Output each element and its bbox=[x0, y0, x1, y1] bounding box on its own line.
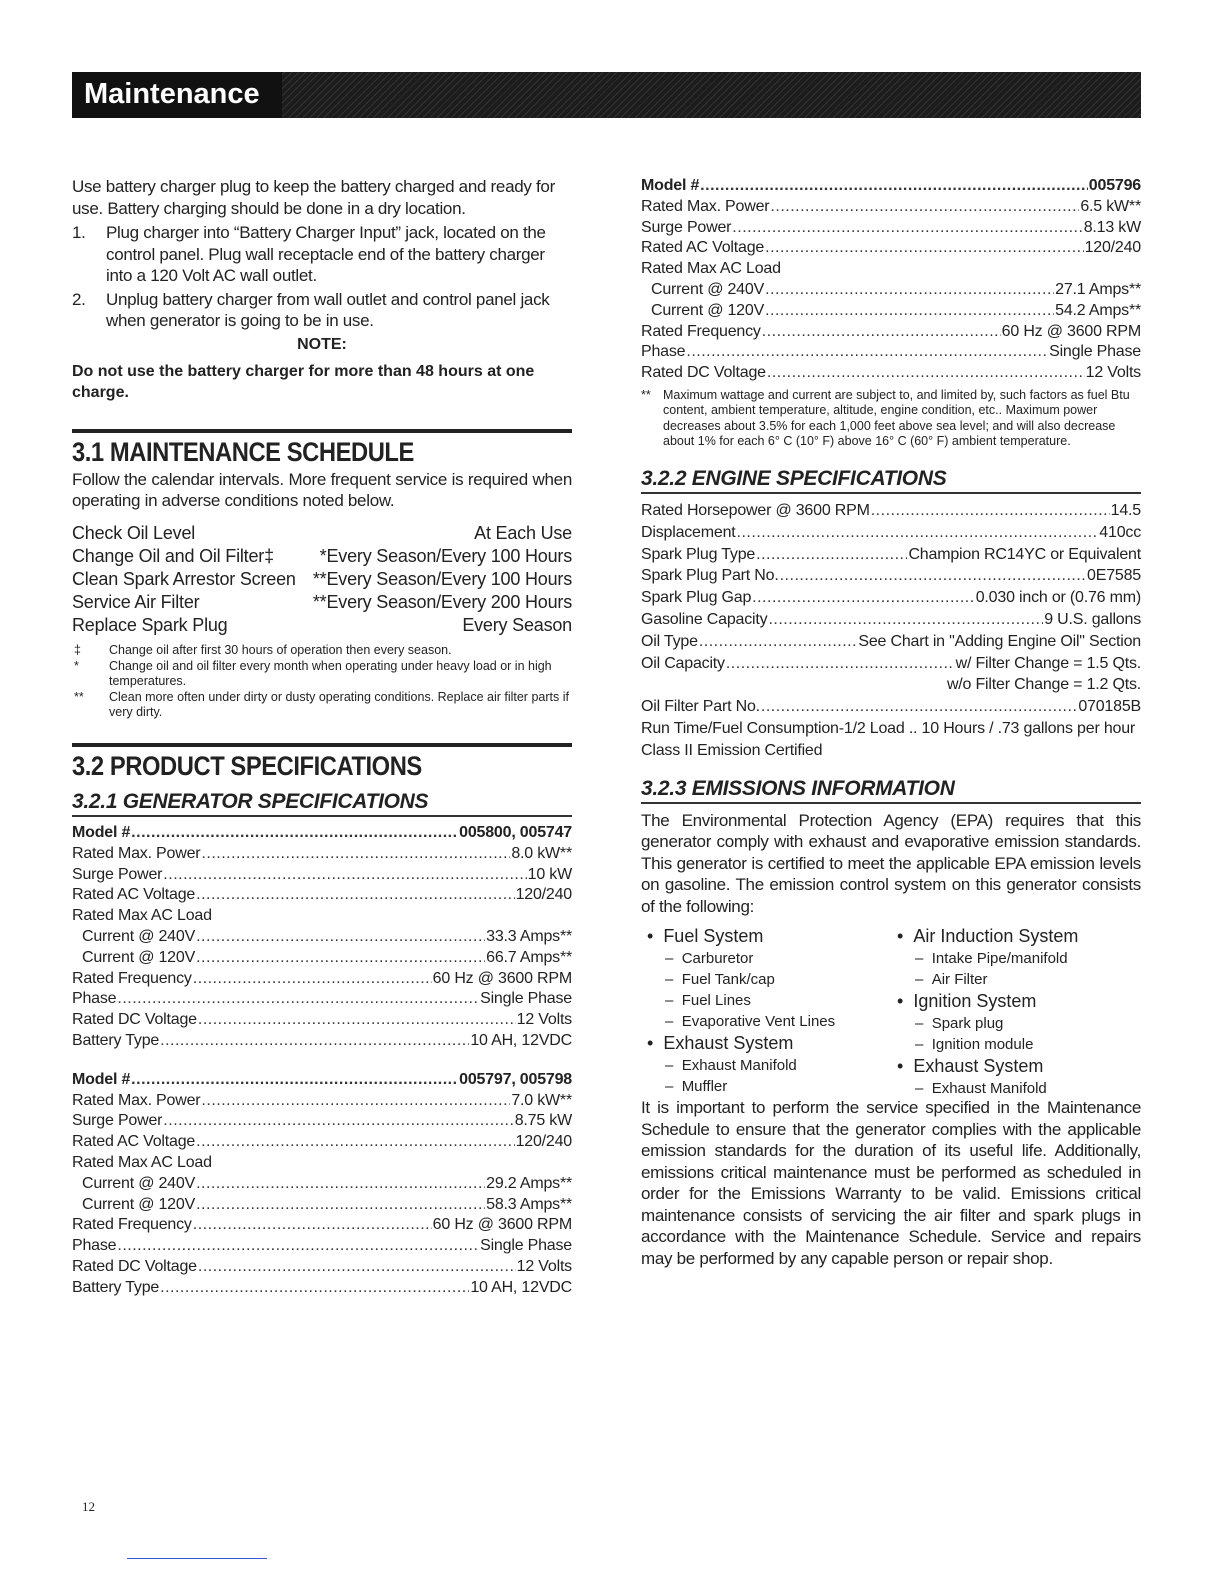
spec-row bbox=[72, 865, 572, 886]
spec-row bbox=[641, 280, 1141, 301]
spec-label: Rated Frequency bbox=[72, 1216, 192, 1234]
spec-value: 14.5 bbox=[1110, 501, 1141, 519]
schedule-footnote bbox=[72, 643, 572, 658]
bullet-icon: • bbox=[897, 1056, 914, 1077]
leader-dots bbox=[770, 197, 1079, 218]
spec-row bbox=[641, 218, 1141, 239]
leader-dots bbox=[756, 544, 907, 566]
footnote-mark: ** bbox=[74, 690, 84, 704]
item-label: Air Induction System bbox=[913, 926, 1079, 947]
banner-title: Maintenance bbox=[84, 78, 260, 110]
generator-specs-heading: 3.2.1 GENERATOR SPECIFICATIONS bbox=[72, 789, 572, 817]
emissions-intro: The Environmental Protection Agency (EPA) requires that this generator comply with exhaust and evaporative emission standards. This generator is certified to meet the applicable EPA emission levels on gasoline. The emission control system on this generator consists of the following: bbox=[641, 810, 1141, 916]
leader-dots bbox=[768, 609, 1043, 631]
spec-label: Current @ 240V bbox=[651, 280, 765, 298]
schedule-interval: Every Season bbox=[462, 614, 572, 635]
power-footnote bbox=[641, 388, 1141, 450]
item-label: Spark plug bbox=[931, 1015, 1004, 1033]
schedule-intro: Follow the calendar intervals. More frequent service is required when operating in adverse conditions noted below. bbox=[72, 469, 572, 510]
section-divider bbox=[72, 429, 572, 433]
schedule-interval: **Every Season/Every 200 Hours bbox=[312, 591, 572, 612]
spec-label: Gasoline Capacity bbox=[641, 610, 768, 628]
item-label: Fuel Lines bbox=[681, 992, 751, 1010]
item-label: Muffler bbox=[681, 1078, 728, 1096]
spec-row bbox=[72, 927, 572, 948]
spec-row bbox=[641, 197, 1141, 218]
component-item bbox=[641, 1011, 891, 1032]
spec-row bbox=[72, 1215, 572, 1236]
leader-dots bbox=[163, 1111, 513, 1132]
spec-row bbox=[641, 322, 1141, 343]
item-label: Exhaust Manifold bbox=[931, 1080, 1047, 1098]
spec-label: Rated DC Voltage bbox=[641, 364, 766, 382]
leader-dots bbox=[160, 1031, 469, 1052]
schedule-task: Clean Spark Arrestor Screen bbox=[72, 568, 296, 589]
step-2-text: Unplug battery charger from wall outlet and control panel jack when generator is going to be in use. bbox=[106, 289, 550, 330]
system-item bbox=[641, 1032, 891, 1055]
runtime-info: Run Time/Fuel Consumption-1/2 Load .. 10 Hours / .73 gallons per hour bbox=[641, 719, 1136, 737]
dash-icon: – bbox=[665, 971, 682, 989]
dash-icon: – bbox=[915, 1015, 932, 1033]
schedule-row bbox=[72, 522, 572, 545]
engine-specs-list bbox=[641, 500, 1141, 762]
model-block-1 bbox=[72, 823, 572, 1052]
spec-label: Current @ 120V bbox=[82, 948, 196, 966]
component-item bbox=[641, 969, 891, 990]
spec-value: 8.0 kW** bbox=[511, 844, 572, 862]
component-item bbox=[641, 1055, 891, 1076]
spec-value: 60 Hz @ 3600 RPM bbox=[432, 1216, 572, 1234]
spec-row bbox=[641, 238, 1141, 259]
model-label: Model # bbox=[72, 824, 131, 841]
engine-specs-heading: 3.2.2 ENGINE SPECIFICATIONS bbox=[641, 466, 1141, 494]
spec-label: Surge Power bbox=[72, 1112, 163, 1130]
spec-row bbox=[72, 1278, 572, 1299]
spec-row bbox=[641, 696, 1141, 718]
spec-label: Current @ 120V bbox=[651, 301, 765, 319]
bullet-icon: • bbox=[897, 926, 914, 947]
step-1 bbox=[72, 222, 572, 287]
footnote-mark: ‡ bbox=[74, 642, 81, 657]
leader-dots bbox=[765, 280, 1054, 301]
system-item bbox=[891, 990, 1141, 1013]
spec-value: Single Phase bbox=[480, 990, 572, 1008]
dash-icon: – bbox=[665, 1057, 682, 1075]
spec-label: Oil Type bbox=[641, 632, 698, 650]
leader-dots bbox=[117, 989, 479, 1010]
spec-value: 070185B bbox=[1078, 698, 1141, 716]
right-column bbox=[641, 176, 1141, 1269]
spec-label: Rated Max. Power bbox=[72, 844, 201, 862]
item-label: Ignition System bbox=[913, 991, 1037, 1012]
model-value: 005800, 005747 bbox=[459, 824, 572, 841]
spec-value: 10 AH, 12VDC bbox=[470, 1031, 572, 1049]
leader-dots bbox=[201, 844, 510, 865]
spec-value: 54.2 Amps** bbox=[1055, 301, 1141, 319]
maintenance-schedule-heading: 3.1 MAINTENANCE SCHEDULE bbox=[72, 436, 414, 467]
spec-row bbox=[72, 1091, 572, 1112]
spec-label: Current @ 120V bbox=[82, 1195, 196, 1213]
schedule-task: Change Oil and Oil Filter‡ bbox=[72, 545, 274, 566]
model-label: Model # bbox=[641, 177, 700, 194]
spec-value: Champion RC14YC or Equivalent bbox=[908, 545, 1141, 563]
spec-value: 66.7 Amps** bbox=[486, 948, 572, 966]
schedule-footnote bbox=[72, 659, 572, 688]
component-item bbox=[641, 1076, 891, 1097]
spec-label: Surge Power bbox=[641, 218, 732, 236]
spec-row bbox=[72, 844, 572, 865]
leader-dots bbox=[196, 885, 514, 906]
product-specs-heading: 3.2 PRODUCT SPECIFICATIONS bbox=[72, 751, 422, 781]
spec-value: 12 Volts bbox=[516, 1011, 572, 1029]
schedule-row bbox=[72, 545, 572, 568]
spec-value: 60 Hz @ 3600 RPM bbox=[432, 969, 572, 987]
battery-intro: Use battery charger plug to keep the battery charged and ready for use. Battery charging should be done in a dry location. bbox=[72, 177, 555, 218]
footnote-text: Clean more often under dirty or dusty operating conditions. Replace air filter parts if very dirty. bbox=[109, 690, 569, 719]
spec-label: Displacement bbox=[641, 523, 736, 541]
dash-icon: – bbox=[915, 1080, 932, 1098]
emission-col-2 bbox=[891, 925, 1141, 1099]
step-2 bbox=[72, 289, 572, 332]
component-item bbox=[891, 1034, 1141, 1055]
item-label: Exhaust System bbox=[913, 1056, 1044, 1077]
system-item bbox=[891, 925, 1141, 948]
spec-row bbox=[72, 1132, 572, 1153]
item-label: Exhaust Manifold bbox=[681, 1057, 797, 1075]
item-label: Air Filter bbox=[931, 971, 988, 989]
spec-value: 60 Hz @ 3600 RPM bbox=[1001, 322, 1141, 340]
section-divider bbox=[72, 743, 572, 747]
schedule-interval: **Every Season/Every 100 Hours bbox=[312, 568, 572, 589]
spec-value: 120/240 bbox=[515, 1133, 572, 1151]
step-1-number: 1. bbox=[72, 223, 86, 242]
model-value: 005796 bbox=[1088, 177, 1141, 194]
footnote-text: Change oil and oil filter every month when operating under heavy load or in high temperatures. bbox=[109, 659, 552, 688]
system-item bbox=[891, 1055, 1141, 1078]
item-label: Fuel Tank/cap bbox=[681, 971, 775, 989]
spec-label: Surge Power bbox=[72, 865, 163, 883]
spec-label: Rated Frequency bbox=[641, 322, 761, 340]
spec-label: Rated AC Voltage bbox=[72, 886, 196, 904]
spec-value: w/ Filter Change = 1.5 Qts. bbox=[955, 654, 1141, 672]
leader-dots bbox=[196, 1174, 485, 1195]
spec-row bbox=[72, 1236, 572, 1257]
note-heading: NOTE: bbox=[297, 335, 347, 353]
leader-dots bbox=[767, 363, 1085, 384]
schedule-footnotes bbox=[72, 643, 572, 720]
spec-row bbox=[72, 1257, 572, 1278]
spec-row bbox=[72, 1195, 572, 1216]
leader-dots bbox=[761, 696, 1077, 718]
schedule-row bbox=[72, 614, 572, 637]
leader-dots bbox=[196, 948, 485, 969]
spec-row bbox=[641, 500, 1141, 522]
model-label: Model # bbox=[72, 1070, 131, 1088]
component-item bbox=[891, 948, 1141, 969]
spec-value: See Chart in "Adding Engine Oil" Section bbox=[858, 632, 1141, 650]
spec-row bbox=[641, 653, 1141, 675]
spec-value: 6.5 kW** bbox=[1080, 197, 1141, 215]
bullet-icon: • bbox=[647, 1033, 664, 1054]
dash-icon: – bbox=[915, 950, 932, 968]
leader-dots bbox=[198, 1257, 516, 1278]
schedule-interval: *Every Season/Every 100 Hours bbox=[319, 545, 572, 566]
leader-dots bbox=[193, 1215, 432, 1236]
dash-icon: – bbox=[665, 992, 682, 1010]
spec-row bbox=[72, 1111, 572, 1132]
spec-value: 8.13 kW bbox=[1083, 218, 1141, 236]
leader-dots bbox=[193, 969, 432, 990]
dash-icon: – bbox=[665, 1078, 682, 1096]
spec-row bbox=[641, 301, 1141, 322]
section-banner bbox=[72, 72, 1141, 118]
spec-value: 120/240 bbox=[515, 886, 572, 904]
spec-row bbox=[72, 1010, 572, 1031]
spec-label: Rated DC Voltage bbox=[72, 1257, 197, 1275]
page-number: 12 bbox=[82, 1499, 95, 1514]
leader-dots bbox=[752, 587, 975, 609]
spec-label: Rated Max. Power bbox=[72, 1091, 201, 1109]
component-item bbox=[891, 1078, 1141, 1099]
spec-row bbox=[641, 609, 1141, 631]
emissions-closing: It is important to perform the service specified in the Maintenance Schedule to ensure that the generator complies with the applicable emission standards for the duration of its useful life. Additionally, emissions critical maintenance must be performed as scheduled in order for the Emissions Warranty to be valid. Emissions critical maintenance consists of servicing the air filter and spark plugs in accordance with the Maintenance Schedule. Service and repairs may be performed by any capable person or repair shop. bbox=[641, 1098, 1141, 1268]
spec-value: 120/240 bbox=[1084, 239, 1141, 257]
schedule-task: Replace Spark Plug bbox=[72, 614, 228, 635]
spec-label: Rated Max AC Load bbox=[72, 907, 212, 925]
spec-label: Oil Filter Part No. bbox=[641, 698, 760, 716]
spec-label: Battery Type bbox=[72, 1278, 160, 1296]
item-label: Fuel System bbox=[663, 926, 764, 947]
bullet-icon: • bbox=[647, 926, 664, 947]
leader-dots bbox=[201, 1091, 510, 1112]
schedule-task: Check Oil Level bbox=[72, 522, 196, 543]
spec-value: 410cc bbox=[1099, 523, 1141, 541]
spec-label: Battery Type bbox=[72, 1031, 160, 1049]
spec-row bbox=[641, 342, 1141, 363]
spec-value: 33.3 Amps** bbox=[486, 927, 572, 945]
schedule-row bbox=[72, 568, 572, 591]
spec-row bbox=[72, 989, 572, 1010]
spec-label: Rated Max AC Load bbox=[72, 1153, 212, 1171]
spec-value: Single Phase bbox=[480, 1237, 572, 1255]
leader-dots bbox=[160, 1278, 469, 1299]
spec-value: 7.0 kW** bbox=[511, 1091, 572, 1109]
spec-label: Oil Capacity bbox=[641, 654, 725, 672]
spec-label: Phase bbox=[72, 1237, 117, 1255]
leader-dots bbox=[131, 1070, 458, 1091]
dash-icon: – bbox=[915, 971, 932, 989]
leader-dots bbox=[699, 631, 858, 653]
leader-dots bbox=[765, 301, 1054, 322]
spec-value: Single Phase bbox=[1049, 343, 1141, 361]
spec-value: 12 Volts bbox=[516, 1257, 572, 1275]
spec-row bbox=[72, 885, 572, 906]
leader-dots bbox=[871, 500, 1110, 522]
spec-label: Phase bbox=[641, 343, 686, 361]
emission-col-1 bbox=[641, 925, 891, 1099]
leader-dots bbox=[163, 865, 526, 886]
spec-value: 9 U.S. gallons bbox=[1044, 610, 1141, 628]
spec-label: Rated AC Voltage bbox=[641, 239, 765, 257]
component-item bbox=[641, 948, 891, 969]
spec-label: Spark Plug Gap bbox=[641, 589, 752, 607]
model-block-3 bbox=[641, 176, 1141, 384]
spec-value: 8.75 kW bbox=[514, 1112, 572, 1130]
leader-dots bbox=[196, 1195, 485, 1216]
spec-row bbox=[641, 565, 1141, 587]
spec-label: Spark Plug Type bbox=[641, 545, 756, 563]
footnote-text: Change oil after first 30 hours of operation then every season. bbox=[109, 642, 452, 657]
schedule-table bbox=[72, 522, 572, 637]
spec-label: Current @ 240V bbox=[82, 927, 196, 945]
leader-dots bbox=[196, 1132, 514, 1153]
step-2-number: 2. bbox=[72, 289, 86, 309]
component-item bbox=[891, 969, 1141, 990]
item-label: Ignition module bbox=[931, 1036, 1034, 1054]
spec-label: Spark Plug Part No. bbox=[641, 567, 779, 585]
oil-capacity-without-filter: w/o Filter Change = 1.2 Qts. bbox=[946, 676, 1141, 694]
spec-label: Rated Frequency bbox=[72, 969, 192, 987]
leader-dots bbox=[762, 322, 1001, 343]
battery-steps bbox=[72, 222, 572, 332]
schedule-row bbox=[72, 591, 572, 614]
spec-value: 27.1 Amps** bbox=[1055, 280, 1141, 298]
dash-icon: – bbox=[915, 1036, 932, 1054]
model-number-row bbox=[72, 823, 572, 844]
footer-rule bbox=[127, 1558, 267, 1559]
spec-row bbox=[72, 969, 572, 990]
spec-row bbox=[641, 544, 1141, 566]
note-body: Do not use the battery charger for more than 48 hours at one charge. bbox=[72, 362, 535, 401]
component-item bbox=[891, 1013, 1141, 1034]
model-value: 005797, 005798 bbox=[459, 1070, 572, 1088]
item-label: Carburetor bbox=[681, 950, 754, 968]
item-label: Intake Pipe/manifold bbox=[931, 950, 1068, 968]
power-footnote-mark: ** bbox=[641, 387, 651, 402]
spec-value: 58.3 Amps** bbox=[486, 1195, 572, 1213]
spec-row bbox=[641, 363, 1141, 384]
leader-dots bbox=[686, 342, 1048, 363]
spec-label: Rated Max. Power bbox=[641, 197, 770, 215]
emissions-heading: 3.2.3 EMISSIONS INFORMATION bbox=[641, 776, 1141, 804]
emission-components bbox=[641, 925, 1141, 1099]
leader-dots bbox=[726, 653, 955, 675]
model-number-row bbox=[641, 176, 1141, 197]
model-number-row bbox=[72, 1070, 572, 1091]
leader-dots bbox=[737, 522, 1099, 544]
step-1-text: Plug charger into “Battery Charger Input” jack, located on the control panel. Plug wall receptacle end of the battery charger into a 120 Volt AC wall outlet. bbox=[106, 223, 546, 285]
leader-dots bbox=[765, 238, 1083, 259]
leader-dots bbox=[198, 1010, 516, 1031]
spec-label: Rated Max AC Load bbox=[641, 260, 781, 278]
leader-dots bbox=[196, 927, 485, 948]
leader-dots bbox=[780, 565, 1086, 587]
bullet-icon: • bbox=[897, 991, 914, 1012]
spec-label: Rated DC Voltage bbox=[72, 1011, 197, 1029]
spec-label: Current @ 240V bbox=[82, 1174, 196, 1192]
left-column bbox=[72, 176, 572, 1299]
emission-class: Class II Emission Certified bbox=[641, 741, 823, 759]
model-block-2 bbox=[72, 1070, 572, 1299]
spec-row bbox=[72, 1174, 572, 1195]
schedule-task: Service Air Filter bbox=[72, 591, 200, 612]
spec-row bbox=[641, 631, 1141, 653]
footnote-mark: * bbox=[74, 659, 79, 673]
schedule-interval: At Each Use bbox=[474, 522, 572, 543]
item-label: Exhaust System bbox=[663, 1033, 794, 1054]
leader-dots bbox=[117, 1236, 479, 1257]
leader-dots bbox=[131, 823, 458, 844]
dash-icon: – bbox=[665, 950, 682, 968]
spec-value: 10 AH, 12VDC bbox=[470, 1278, 572, 1296]
spec-label: Rated AC Voltage bbox=[72, 1133, 196, 1151]
spec-row bbox=[641, 522, 1141, 544]
leader-dots bbox=[700, 176, 1088, 197]
item-label: Evaporative Vent Lines bbox=[681, 1013, 836, 1031]
system-item bbox=[641, 925, 891, 948]
spec-value: 10 kW bbox=[527, 865, 572, 883]
dash-icon: – bbox=[665, 1013, 682, 1031]
power-footnote-text: Maximum wattage and current are subject to, and limited by, such factors as fuel Btu content, ambient temperature, altitude, engine condition, etc.. Maximum power decreases about 3.5% for each 1,000 feet above sea level; and will also decrease about 1% for each 6° C (10° F) above 16° C (60° F) ambient temperature. bbox=[663, 387, 1130, 449]
spec-label: Phase bbox=[72, 990, 117, 1008]
spec-value: 0.030 inch or (0.76 mm) bbox=[975, 589, 1141, 607]
spec-row bbox=[641, 587, 1141, 609]
spec-value: 0E7585 bbox=[1087, 567, 1141, 585]
component-item bbox=[641, 990, 891, 1011]
spec-value: 12 Volts bbox=[1085, 364, 1141, 382]
spec-row bbox=[72, 948, 572, 969]
spec-row bbox=[72, 1031, 572, 1052]
schedule-footnote bbox=[72, 690, 572, 719]
spec-label: Rated Horsepower @ 3600 RPM bbox=[641, 501, 870, 519]
spec-value: 29.2 Amps** bbox=[486, 1174, 572, 1192]
leader-dots bbox=[732, 218, 1082, 239]
